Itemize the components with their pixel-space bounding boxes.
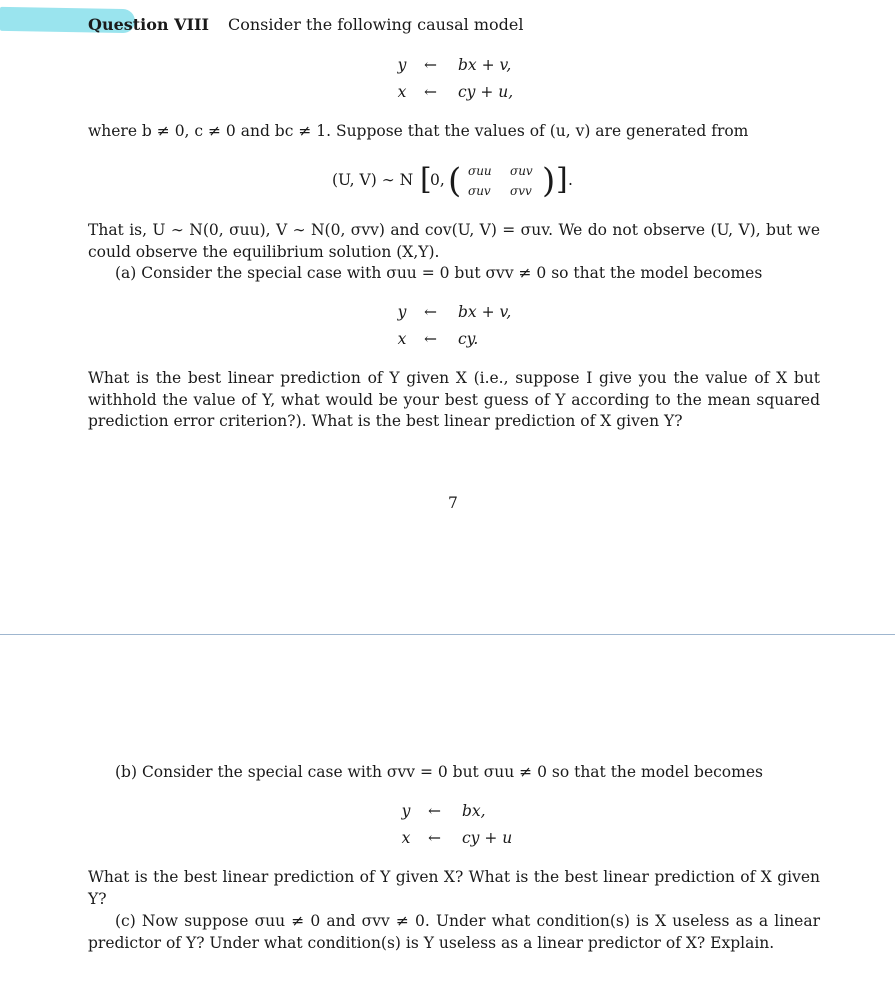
page-number: 7 [448,494,458,512]
cov-cell: σuu [468,164,492,178]
equation-rhs: bx + v, [458,303,512,321]
equation-rhs: bx, [462,802,486,820]
equation-lhs: y [397,56,407,74]
distribution-equation [332,162,602,212]
equation-rhs: cy + u [462,829,513,847]
bracket-close: ] [556,162,568,197]
equation-lhs: y [401,802,411,820]
part-b-intro: (b) Consider the special case with σvv = 0 but σuu ≠ 0 so that the model becomes [115,763,763,781]
paren-close: ) [542,161,556,201]
equation-rhs: bx + v, [458,56,512,74]
cov-cell: σuv [510,164,533,178]
part-c-text: (c) Now suppose σuu ≠ 0 and σvv ≠ 0. Under what condition(s) is X useless as a linear predictor of Y? Under what condition(s) is Y useless as a linear predictor of X? Explain. [88,912,820,952]
part-b-question: What is the best linear prediction of Y given X? What is the best linear prediction of X given Y? [88,868,820,908]
question-intro: Consider the following causal model [228,15,524,34]
distribution-mean: 0, [430,171,445,189]
arrow-left-icon: ← [424,330,437,348]
paren-open: ( [448,161,462,201]
arrow-left-icon: ← [424,303,437,321]
arrow-left-icon: ← [428,802,441,820]
arrow-left-icon: ← [424,56,437,74]
explanation-paragraph: That is, U ∼ N(0, σuu), V ∼ N(0, σvv) and cov(U, V) = σuv. We do not observe (U, V), but we could observe the equilibrium solution (X,Y). [88,221,820,261]
distribution-lhs: (U, V) ∼ N [332,171,414,189]
equation-lhs: x [397,330,407,348]
arrow-left-icon: ← [424,83,437,101]
equation-rhs: cy + u, [458,83,514,101]
part-a-question: What is the best linear prediction of Y given X (i.e., suppose I give you the value of X but withhold the value of Y, what would be your best guess of Y according to the mean squared prediction error criterion?). What is the best linear prediction of X given Y? [88,369,820,430]
equation-lhs: y [397,303,407,321]
equation-rhs: cy. [458,330,479,348]
conditions-text: where b ≠ 0, c ≠ 0 and bc ≠ 1. Suppose that the values of (u, v) are generated from [88,122,749,140]
cov-cell: σuv [468,184,491,198]
equation-lhs: x [397,83,407,101]
bracket-open: [ [420,162,432,197]
question-title: Question VIII [88,15,209,34]
arrow-left-icon: ← [428,829,441,847]
distribution-end: . [568,171,573,189]
part-a-intro: (a) Consider the special case with σuu = 0 but σvv ≠ 0 so that the model becomes [115,264,763,282]
cov-cell: σvv [510,184,532,198]
page-separator [0,634,895,635]
equation-lhs: x [401,829,411,847]
